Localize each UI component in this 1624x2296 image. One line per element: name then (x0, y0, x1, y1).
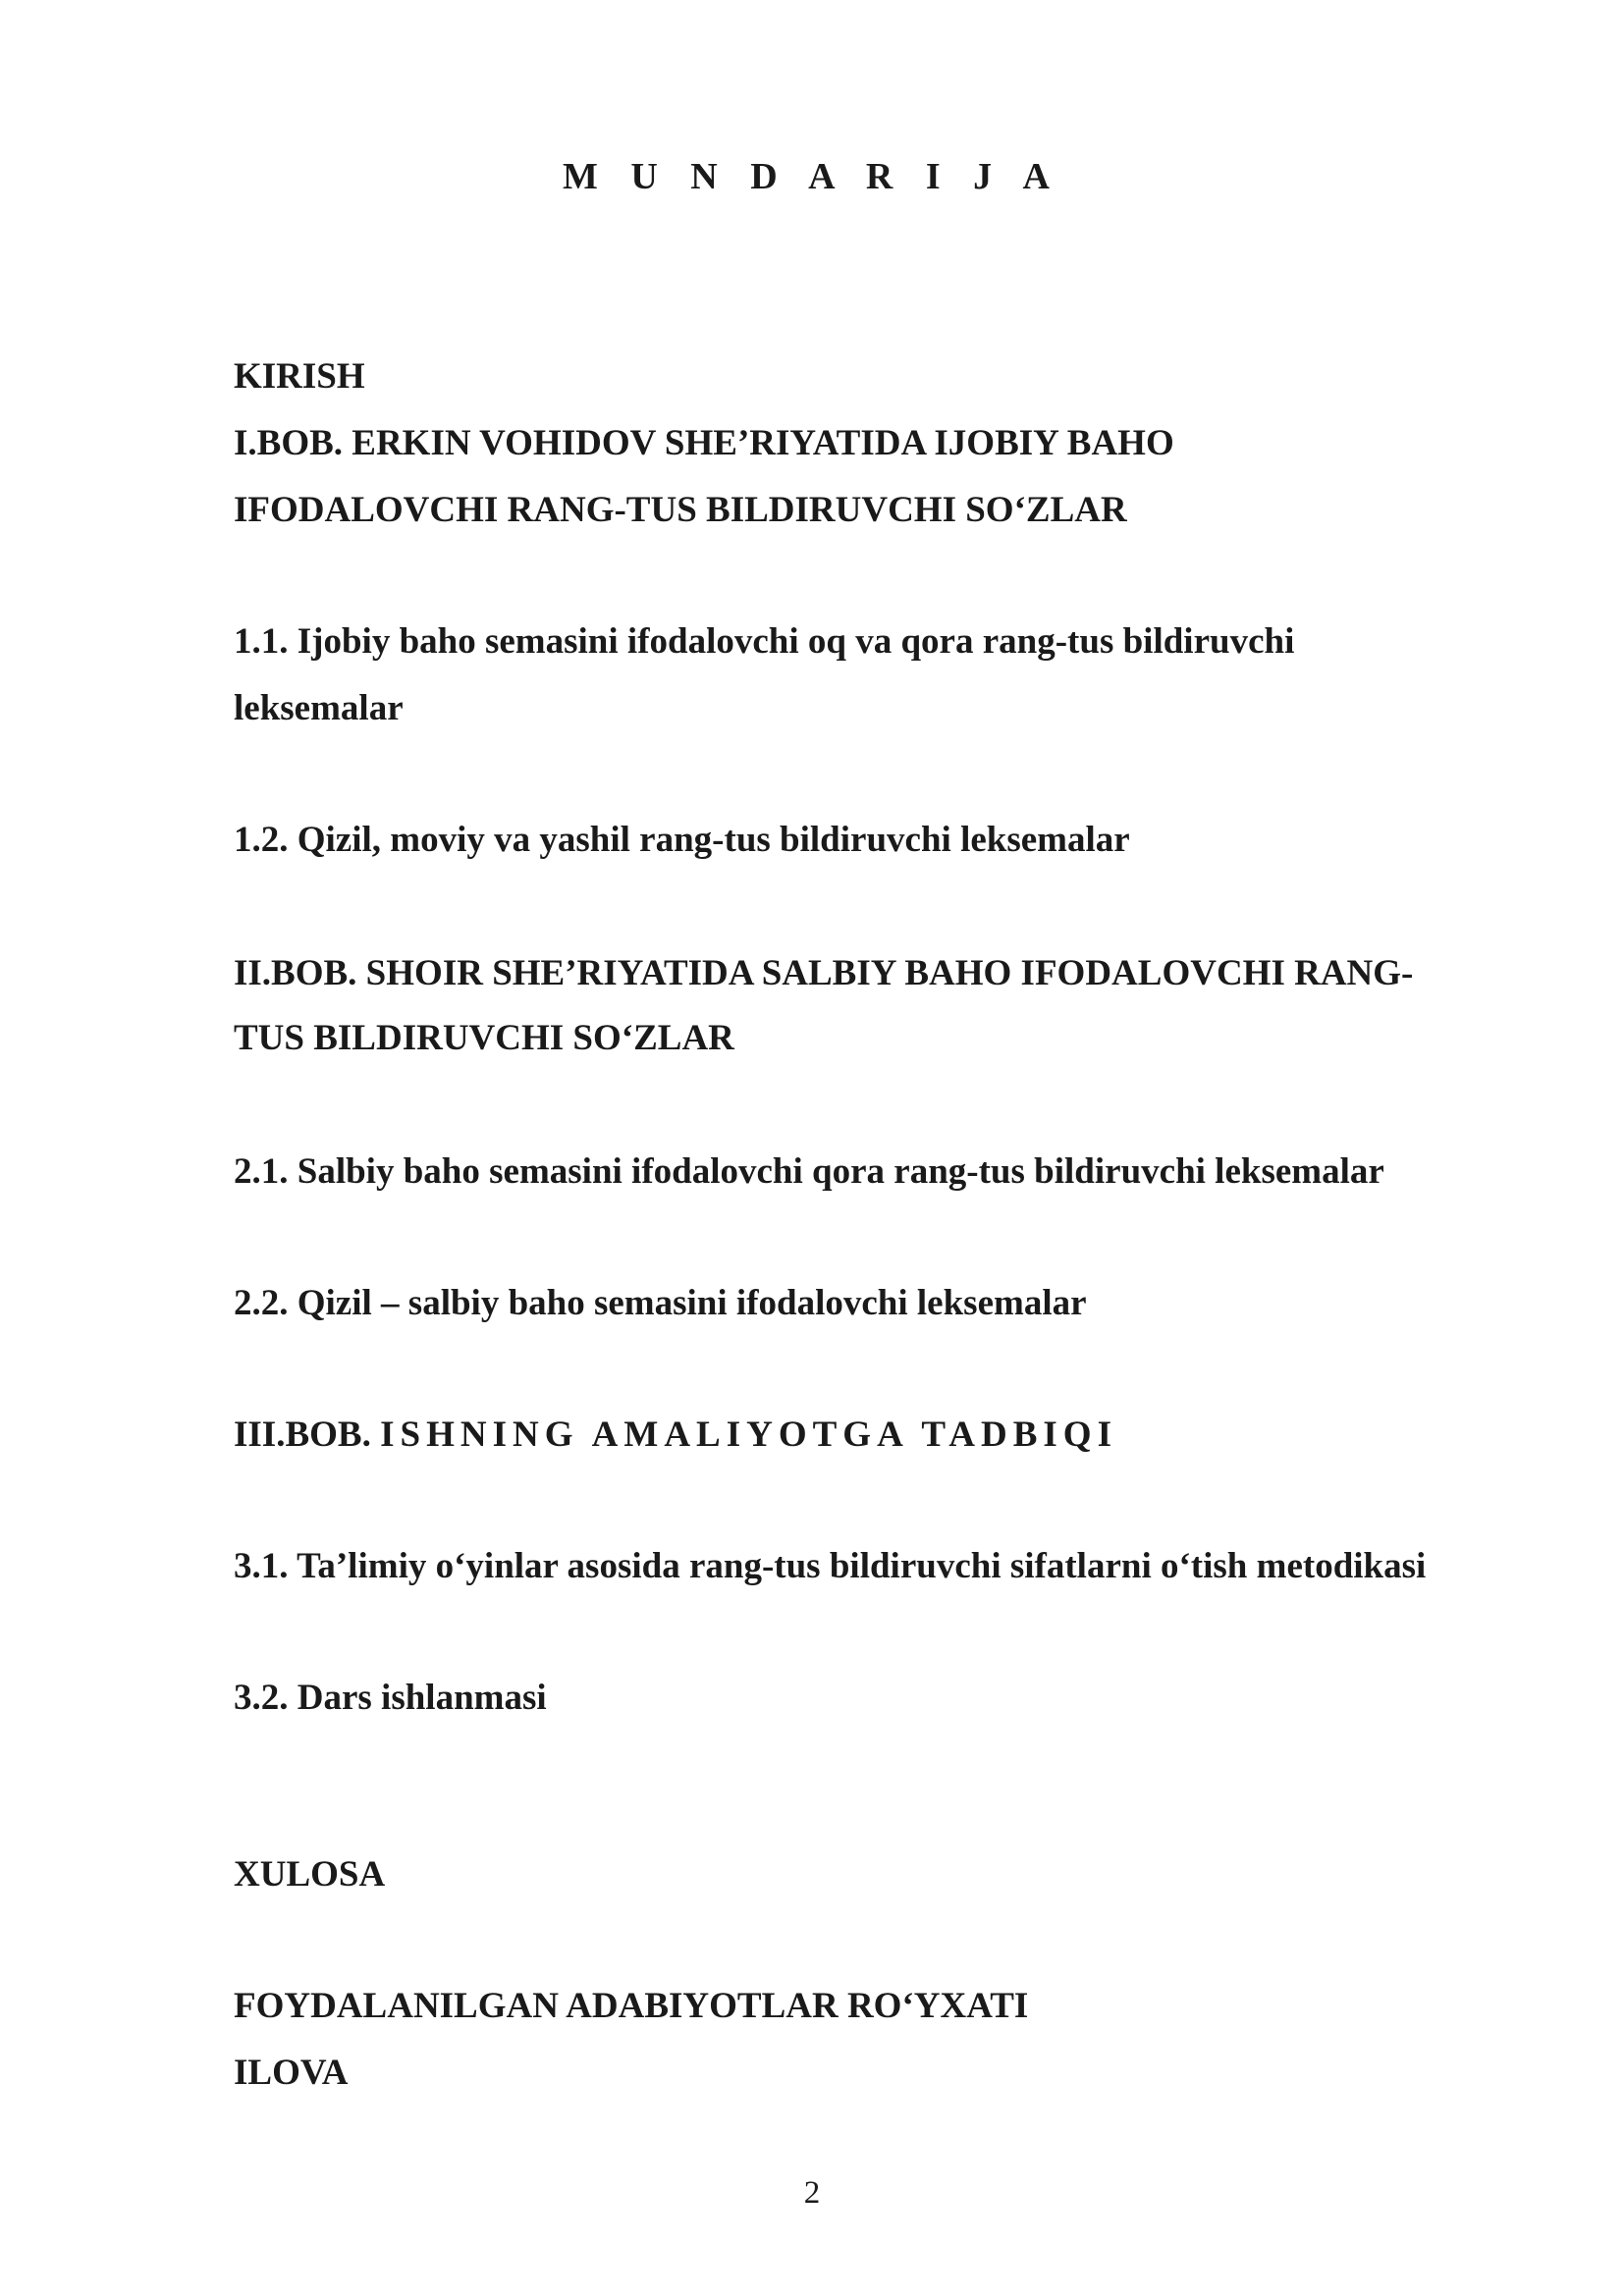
toc-entry-section-2-1: 2.1. Salbiy baho semasini ifodalovchi qora rang-tus bildiruvchi leksemalar (234, 1151, 1384, 1192)
toc-entry-section-3-2: 3.2. Dars ishlanmasi (234, 1678, 547, 1718)
toc-entry-xulosa: XULOSA (234, 1854, 386, 1895)
toc-entry-chapter-1-line-1: I.BOB. ERKIN VOHIDOV SHE’RIYATIDA IJOBIY BAHO (234, 423, 1174, 463)
toc-entry-kirish: KIRISH (234, 356, 365, 397)
toc-entry-section-1-1-line-2: leksemalar (234, 688, 404, 728)
toc-entry-chapter-1-line-2: IFODALOVCHI RANG-TUS BILDIRUVCHI SO‘ZLAR (234, 490, 1127, 530)
toc-entry-section-1-2: 1.2. Qizil, moviy va yashil rang-tus bildiruvchi leksemalar (234, 820, 1130, 860)
toc-entry-ilova: ILOVA (234, 2053, 349, 2093)
toc-entry-chapter-3 (234, 1402, 1515, 1468)
chapter-3-title: ISHNING AMALIYOTGA TADBIQI (380, 1415, 1117, 1455)
toc-entry-chapter-2-line-1: II.BOB. SHOIR SHE’RIYATIDA SALBIY BAHO IFODALOVCHI RANG- (234, 953, 1414, 993)
page-number: 2 (803, 2175, 821, 2211)
toc-entry-chapter-2-line-2: TUS BILDIRUVCHI SO‘ZLAR (234, 1018, 734, 1058)
toc-entry-section-1-1-line-1: 1.1. Ijobiy baho semasini ifodalovchi oq va qora rang-tus bildiruvchi (234, 621, 1295, 662)
toc-entry-section-2-2: 2.2. Qizil – salbiy baho semasini ifodalovchi leksemalar (234, 1283, 1087, 1323)
toc-entry-section-3-1: 3.1. Ta’limiy o‘yinlar asosida rang-tus bildiruvchi sifatlarni o‘tish metodikasi (234, 1546, 1427, 1586)
chapter-3-prefix: III.BOB. (234, 1415, 371, 1455)
page-title: M U N D A R I J A (562, 156, 1062, 197)
toc-entry-references: FOYDALANILGAN ADABIYOTLAR RO‘YXATI (234, 1986, 1029, 2026)
